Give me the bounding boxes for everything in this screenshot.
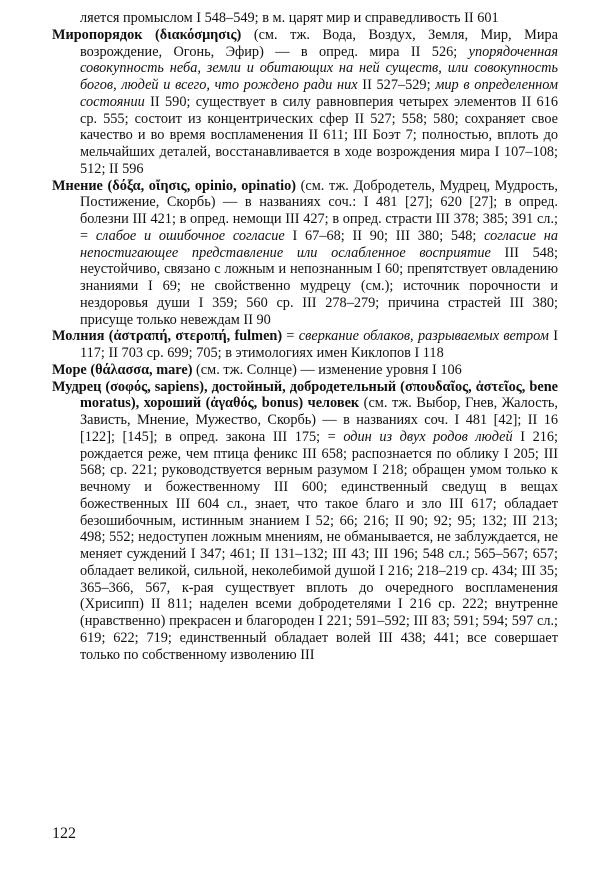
- entry-definition: согласие на непостигающее представление или ослабленное восприятие: [80, 227, 558, 261]
- entry-text: II 590; существует в силу равновперия четырех элементов II 616 ср. 555; состоит из концентрических сфер II 527; 558; 580; сохраняет свое качество и во время воспламенения II 611; III Боэт 7; полностью, вплоть до мельчайших деталей, восстанавливается в ходе возрождения мира I 107–108; 512; II 596: [80, 93, 558, 177]
- index-entry-miroporyadok: [52, 27, 558, 178]
- entry-headword: Мудрец (σοφός, sapiens), достойный, добродетельный (σπουδαῖος, ἀστεῖος, bene moratus), хороший (ἀγαθός, bonus) человек: [52, 378, 558, 412]
- dictionary-page: [52, 10, 558, 663]
- entry-definition: слабое и ошибочное согласие: [95, 227, 285, 244]
- index-entry-mnenie: [52, 178, 558, 329]
- entry-headword: Молния (ἀστραπή, στεροπή, fulmen): [52, 328, 283, 345]
- entry-text: (см. тж. Выбор, Гнев, Жалость, Зависть, Мнение, Мужество, Скорбь) — в названиях соч. I 481 [42]; II 16 [122]; [145]; в опред. закона III 175; =: [80, 395, 558, 445]
- entry-text: I 117; II 703 ср. 699; 705; в этимологиях имен Киклопов I 118: [80, 328, 558, 361]
- page-number: 122: [52, 825, 76, 842]
- entry-definition: упорядоченная совокупность неба, земли и обитающих на ней существ, или совокупность богов, людей и всего, что рождено ради них: [80, 43, 558, 93]
- entry-text: III 548; неустойчиво, связано с ложным и непознанным I 60; препятствует овладению знаниями I 69; не свойственно мудрецу (см.); источник порочности и нездоровья души I 359; 560 ср. III 278–279; причина страстей III 380; присуще только невеждам II 90: [80, 244, 558, 328]
- entry-text: II 527–529;: [357, 77, 436, 93]
- entry-definition: один из двух родов людей: [343, 428, 513, 445]
- entry-text: ляется промыслом I 548–549; в м. царят мир и справедливость II 601: [80, 10, 499, 26]
- index-entry-continuation: [52, 10, 558, 27]
- entry-text: I 216; рождается реже, чем птица феникс III 658; распознается по облику I 205; III 568; ср. 221; руководствуется верным разумом I 218; обращен умом только к вечному и божественному III 600; единственный сведущ в вещах божественных III 604 сл., знает, что такое благо и зло III 617; обладает безошибочным, истинным знанием I 52; 66; 216; II 90; 92; 95; 132; III 213; 498; 552; недоступен ложным мнениям, не обманывается, не заблуждается, не меняет суждений I 347; 461; II 131–132; III 43; III 196; 548 сл.; 565–567; 657; обладает великой, сильной, неколебимой душой I 216; 218–219 ср. 434; III 35; 365–366, 567, к-рая существует вплоть до очередного воспламенения (Хрисипп) II 811; наделен всеми добродетелями I 216 ср. 222; внутренне (нравственно) прекрасен и благороден I 221; 591–592; III 83; 591; 594; 597 сл.; 619; 622; 719; единственный обладает волей III 438; 441; все совершает только по собственному изволению III: [80, 428, 558, 663]
- entry-definition: мир в определенном состоянии: [80, 77, 558, 110]
- entry-text: (см. тж. Вода, Воздух, Земля, Мир, Мира возрождение, Огонь, Эфир) — в опред. мира II 526;: [80, 26, 558, 60]
- index-entry-molniya: [52, 328, 558, 362]
- entry-headword: Мнение (δόξα, οἴησις, opinio, opinatio): [52, 177, 297, 194]
- entry-definition: сверкание облаков, разрываемых ветром: [298, 328, 549, 345]
- entry-headword: Море (θάλασσα, mare): [52, 361, 193, 378]
- entry-text: (см. тж. Солнце) — изменение уровня I 106: [192, 361, 462, 378]
- entry-headword: Миропорядок (διακόσμησις): [52, 26, 242, 43]
- index-entry-more: [52, 362, 558, 379]
- index-entry-mudrec: [52, 379, 558, 664]
- entry-text: (см. тж. Добродетель, Мудрец, Мудрость, Постижение, Скорбь) — в названиях соч.: I 481 [27]; 620 [27]; в опред. болезни III 421; в опред. немощи III 427; в опред. страсти III 378; 385; 391 сл.; =: [80, 177, 558, 244]
- entry-text: I 67–68; II 90; III 380; 548;: [284, 227, 485, 244]
- entry-text: =: [282, 328, 299, 345]
